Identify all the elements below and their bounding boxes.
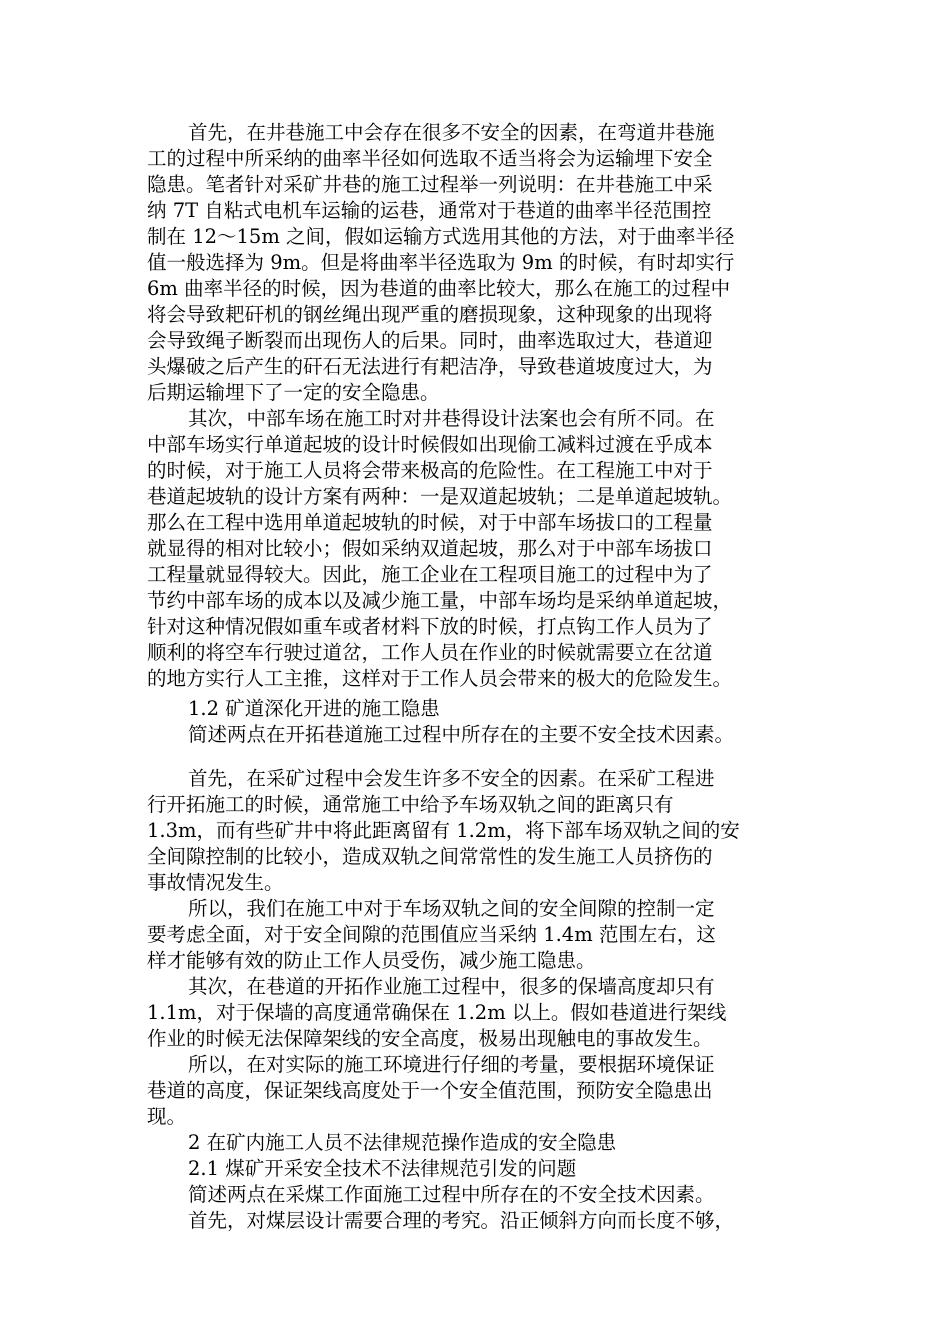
- text-line: 作业的时候无法保障架线的安全高度，极易出现触电的事故发生。: [147, 1027, 713, 1050]
- text-line: 就显得的相对比较小；假如采纳双道起坡，那么对于中部车场拔口: [147, 537, 713, 560]
- text-line: 的地方实行人工主推，这样对于工作人员会带来的极大的危险发生。: [147, 667, 733, 690]
- section-heading: 2 在矿内施工人员不法律规范操作造成的安全隐患: [188, 1131, 617, 1154]
- text-line: 中部车场实行单道起坡的设计时候假如出现偷工减料过渡在乎成本: [147, 433, 713, 456]
- text-line: 1.3m，而有些矿井中将此距离留有 1.2m，将下部车场双轨之间的安: [147, 819, 740, 842]
- text-line: 简述两点在采煤工作面施工过程中所存在的不安全技术因素。: [188, 1183, 715, 1206]
- text-line: 事故情况发生。: [147, 871, 284, 894]
- text-line: 首先，在井巷施工中会存在很多不安全的因素，在弯道井巷施: [188, 121, 715, 144]
- text-line: 样才能够有效的防止工作人员受伤，减少施工隐患。: [147, 949, 596, 972]
- subsection-heading: 2.1 煤矿开采安全技术不法律规范引发的问题: [188, 1157, 577, 1180]
- text-line: 要考虑全面，对于安全间隙的范围值应当采纳 1.4m 范围左右，这: [147, 923, 716, 946]
- text-line: 那么在工程中选用单道起坡轨的时候，对于中部车场拔口的工程量: [147, 511, 713, 534]
- text-line: 隐患。笔者针对采矿井巷的施工过程举一列说明：在井巷施工中采: [147, 173, 713, 196]
- text-line: 1.1m，对于保墙的高度通常确保在 1.2m 以上。假如巷道进行架线: [147, 1001, 727, 1024]
- text-line: 的时候，对于施工人员将会带来极高的危险性。在工程施工中对于: [147, 459, 713, 482]
- text-line: 会导致绳子断裂而出现伤人的后果。同时，曲率选取过大，巷道迎: [147, 329, 713, 352]
- text-line: 6m 曲率半径的时候，因为巷道的曲率比较大，那么在施工的过程中: [147, 277, 731, 300]
- text-line: 将会导致耙矸机的钢丝绳出现严重的磨损现象，这种现象的出现将: [147, 303, 713, 326]
- text-line: 首先，在采矿过程中会发生许多不安全的因素。在采矿工程进: [188, 767, 715, 790]
- text-line: 工程量就显得较大。因此，施工企业在工程项目施工的过程中为了: [147, 563, 713, 586]
- text-line: 行开拓施工的时候，通常施工中给予车场双轨之间的距离只有: [147, 793, 674, 816]
- text-line: 针对这种情况假如重车或者材料下放的时候，打点钩工作人员为了: [147, 615, 713, 638]
- text-line: 全间隙控制的比较小，造成双轨之间常常性的发生施工人员挤伤的: [147, 845, 713, 868]
- text-line: 纳 7T 自粘式电机车运输的运巷，通常对于巷道的曲率半径范围控: [147, 199, 712, 222]
- text-line: 其次，在巷道的开拓作业施工过程中，很多的保墙高度却只有: [188, 975, 715, 998]
- text-line: 其次，中部车场在施工时对井巷得设计法案也会有所不同。在: [188, 407, 715, 430]
- text-line: 工的过程中所采纳的曲率半径如何选取不适当将会为运输埋下安全: [147, 147, 713, 170]
- text-line: 顺利的将空车行驶过道岔，工作人员在作业的时候就需要立在岔道: [147, 641, 713, 664]
- text-line: 首先，对煤层设计需要合理的考究。沿正倾斜方向而长度不够，: [188, 1209, 735, 1232]
- text-line: 节约中部车场的成本以及减少施工量，中部车场均是采纳单道起坡，: [147, 589, 733, 612]
- text-line: 所以，在对实际的施工环境进行仔细的考量，要根据环境保证: [188, 1053, 715, 1076]
- text-line: 巷道起坡轨的设计方案有两种：一是双道起坡轨；二是单道起坡轨。: [147, 485, 733, 508]
- text-line: 巷道的高度，保证架线高度处于一个安全值范围，预防安全隐患出: [147, 1079, 713, 1102]
- section-heading: 1.2 矿道深化开进的施工隐患: [188, 697, 440, 720]
- text-line: 简述两点在开拓巷道施工过程中所存在的主要不安全技术因素。: [188, 723, 735, 746]
- text-line: 制在 12～15m 之间，假如运输方式选用其他的方法，对于曲率半径: [147, 225, 735, 248]
- text-line: 头爆破之后产生的矸石无法进行有耙洁净，导致巷道坡度过大，为: [147, 355, 713, 378]
- text-line: 后期运输埋下了一定的安全隐患。: [147, 381, 440, 404]
- text-line: 所以，我们在施工中对于车场双轨之间的安全间隙的控制一定: [188, 897, 715, 920]
- text-line: 值一般选择为 9m。但是将曲率半径选取为 9m 的时候，有时却实行: [147, 251, 735, 274]
- text-line: 现。: [147, 1105, 187, 1128]
